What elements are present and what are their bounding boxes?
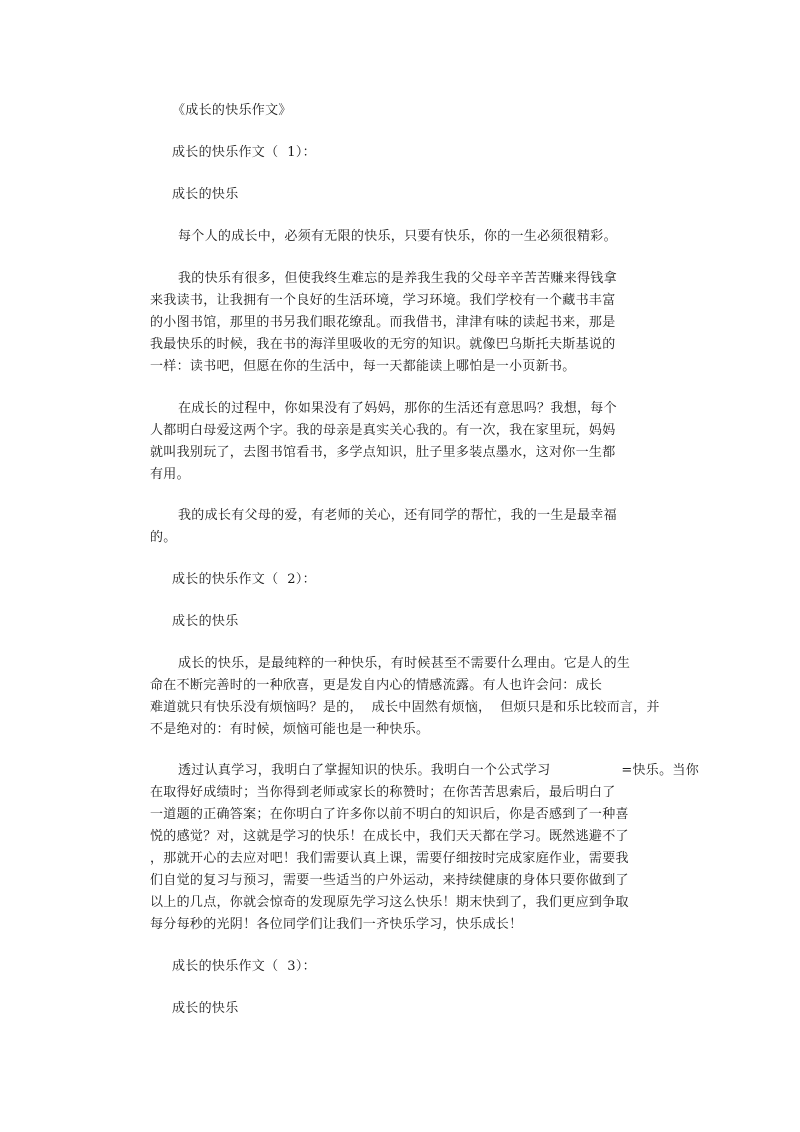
essay-2-p2-line: 每分每秒的光阴！各位同学们让我们一齐快乐学习，快乐成长！ — [150, 917, 523, 932]
essay-2-p2-line: ，那就开心的去应对吧！我们需要认真上课，需要仔细按时完成家庭作业，需要我 — [150, 851, 629, 866]
essay-1-p2-line: 来我读书，让我拥有一个良好的生活环境，学习环境。我们学校有一个藏书丰富 — [150, 293, 616, 308]
essay-2-p1-line: 难道就只有快乐没有烦恼吗？是的， 成长中固然有烦恼， 但烦只是和乐比较而言，并 — [150, 700, 660, 715]
essay-1-p3-line: 就叫我别玩了，去图书馆看书，多学点知识，肚子里多装点墨水，这对你一生都 — [150, 445, 616, 460]
essay-2-p2-line: 一道题的正确答案；在你明白了许多你以前不明白的知识后，你是否感到了一种喜 — [150, 807, 629, 822]
document-title: 《成长的快乐作文》 — [172, 103, 292, 118]
essay-1-p4-line: 的。 — [150, 530, 177, 545]
essay-2-p1-line: 成长的快乐，是最纯粹的一种快乐，有时候甚至不需要什么理由。它是人的生 — [178, 656, 631, 671]
essay-1-p2-line: 我最快乐的时候，我在书的海洋里吸收的无穷的知识。就像巴乌斯托夫斯基说的 — [150, 337, 616, 352]
essay-2-heading: 成长的快乐作文（ 2）： — [172, 572, 316, 587]
essay-1-heading: 成长的快乐作文（ 1）： — [172, 145, 316, 160]
essay-1-subtitle: 成长的快乐 — [172, 187, 239, 202]
essay-1-p3-line: 有用。 — [150, 467, 190, 482]
essay-2-p2-line: 以上的几点，你就会惊奇的发现原先学习这么快乐！期末快到了，我们更应到争取 — [150, 895, 629, 910]
essay-2-p2-line: 在取得好成绩时；当你得到老师或家长的称赞时；在你苦苦思索后，最后明白了 — [150, 785, 616, 800]
essay-1-p2-line: 我的快乐有很多，但使我终生难忘的是养我生我的父母辛辛苦苦赚来得钱拿 — [178, 271, 617, 286]
essay-2-p2-line: 透过认真学习，我明白了掌握知识的快乐。我明白一个公式学习 =快乐。当你 — [178, 763, 700, 778]
essay-1-p2-line: 一样：读书吧，但愿在你的生活中，每一天都能读上哪怕是一小页新书。 — [150, 359, 576, 374]
essay-1-p4-line: 我的成长有父母的爱，有老师的关心，还有同学的帮忙，我的一生是最幸福 — [178, 508, 617, 523]
essay-2-p2-line: 们自觉的复习与预习，需要一些适当的户外运动，来持续健康的身体只要你做到了 — [150, 873, 629, 888]
essay-2-p1-line: 不是绝对的：有时候，烦恼可能也是一种快乐。 — [150, 722, 430, 737]
essay-1-p3-line: 人都明白母爱这两个字。我的母亲是真实关心我的。有一次，我在家里玩，妈妈 — [150, 423, 616, 438]
essay-1-p2-line: 的小图书馆，那里的书另我们眼花缭乱。而我借书，津津有味的读起书来，那是 — [150, 315, 616, 330]
essay-2-subtitle: 成长的快乐 — [172, 614, 239, 629]
essay-1-p3-line: 在成长的过程中，你如果没有了妈妈，那你的生活还有意思吗？我想，每个 — [178, 401, 617, 416]
essay-1-p1-line: 每个人的成长中，必须有无限的快乐，只要有快乐，你的一生必须很精彩。 — [178, 229, 617, 244]
essay-2-p1-line: 命在不断完善时的一种欣喜，更是发自内心的情感流露。有人也许会问：成长 — [150, 678, 603, 693]
essay-3-heading: 成长的快乐作文（ 3）： — [172, 959, 316, 974]
essay-2-p2-line: 悦的感觉？对，这就是学习的快乐！在成长中，我们天天都在学习。既然逃避不了 — [150, 829, 629, 844]
essay-3-subtitle: 成长的快乐 — [172, 1001, 239, 1016]
